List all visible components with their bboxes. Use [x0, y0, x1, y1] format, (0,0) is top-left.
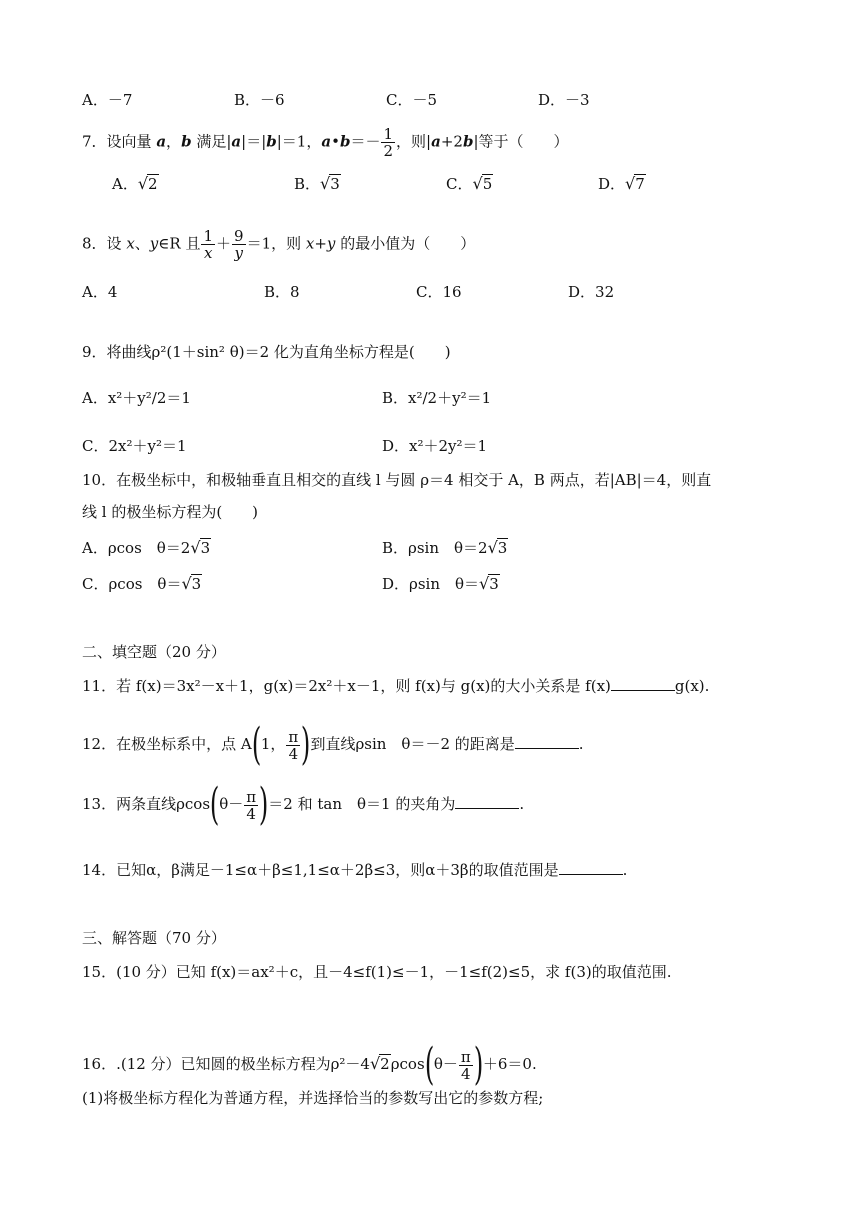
q8-option-c: C．16: [416, 283, 462, 301]
question-8: 8．设 x、y∈R 且 $\frac{1}{x}$ ＋ $\frac{9}{y}$ ＝1，则 x+y 的最小值为（ ）: [82, 227, 476, 262]
q7-option-a: A．√2: [112, 174, 158, 193]
question-13: 13．两条直线ρcos(θ－ $\frac{\pi}{4}$ )＝2 和 tan θ＝1 的夹角为 .: [82, 779, 525, 830]
section-solve-heading: 三、解答题（70 分）: [82, 929, 226, 947]
q7-option-d: D．√7: [598, 174, 645, 193]
question-9: 9．将曲线ρ²(1＋sin² θ)＝2 化为直角坐标方程是( ): [82, 343, 451, 361]
question-16: 16．.(12 分）已知圆的极坐标方程为ρ²－4√2ρcos(θ－ $\frac{\pi}{4}$ )＋6＝0.: [82, 1039, 537, 1090]
q10-option-b: B．ρsin θ＝2√3: [382, 538, 508, 557]
q7-option-b: B．√3: [294, 174, 340, 193]
q10-option-c: C．ρcos θ＝√3: [82, 574, 202, 593]
q11-answer-blank[interactable]: [611, 676, 675, 691]
q13-answer-blank[interactable]: [455, 794, 519, 809]
q6-option-a: A．－7: [82, 91, 133, 109]
q14-answer-blank[interactable]: [559, 860, 623, 875]
question-12: 12．在极坐标系中，点 A(1， $\frac{\pi}{4}$ )到直线ρsin θ＝－2 的距离是 .: [82, 719, 584, 770]
q9-option-b: B．x²/2＋y²＝1: [382, 389, 492, 407]
q10-option-d: D．ρsin θ＝√3: [382, 574, 499, 593]
q9-option-a: A．x²＋y²/2＝1: [82, 389, 191, 407]
q7-option-c: C．√5: [446, 174, 493, 193]
q10-option-a: A．ρcos θ＝2√3: [82, 538, 211, 557]
q8-option-d: D．32: [568, 283, 615, 301]
question-16-part-1: (1)将极坐标方程化为普通方程，并选择恰当的参数写出它的参数方程;: [82, 1089, 544, 1107]
q8-option-a: A．4: [82, 283, 118, 301]
q6-option-c: C．－5: [386, 91, 438, 109]
question-14: 14．已知α，β满足－1≤α＋β≤1,1≤α＋2β≤3，则α＋3β的取值范围是 .: [82, 861, 628, 879]
q12-answer-blank[interactable]: [515, 734, 579, 749]
question-10-line-2: 线 l 的极坐标方程为( ): [82, 503, 259, 521]
q8-option-b: B．8: [264, 283, 300, 301]
question-11: 11．若 f(x)＝3x²－x＋1，g(x)＝2x²＋x－1，则 f(x)与 g(x)的大小关系是 f(x) g(x).: [82, 677, 710, 695]
question-15: 15．(10 分）已知 f(x)＝ax²＋c，且－4≤f(1)≤－1，－1≤f(2)≤5，求 f(3)的取值范围.: [82, 963, 672, 981]
q6-option-b: B．－6: [234, 91, 285, 109]
section-fill-heading: 二、填空题（20 分）: [82, 643, 226, 661]
q6-option-d: D．－3: [538, 91, 590, 109]
q9-option-d: D．x²＋2y²＝1: [382, 437, 488, 455]
question-10-line-1: 10．在极坐标中，和极轴垂直且相交的直线 l 与圆 ρ＝4 相交于 A，B 两点，若|AB|＝4，则直: [82, 471, 712, 489]
question-7: 7．设向量 a，b 满足|a|＝|b|＝1，a•b＝－ $\frac{1}{2}$ ，则|a+2b|等于（ ）: [82, 125, 569, 160]
q9-option-c: C．2x²＋y²＝1: [82, 437, 187, 455]
